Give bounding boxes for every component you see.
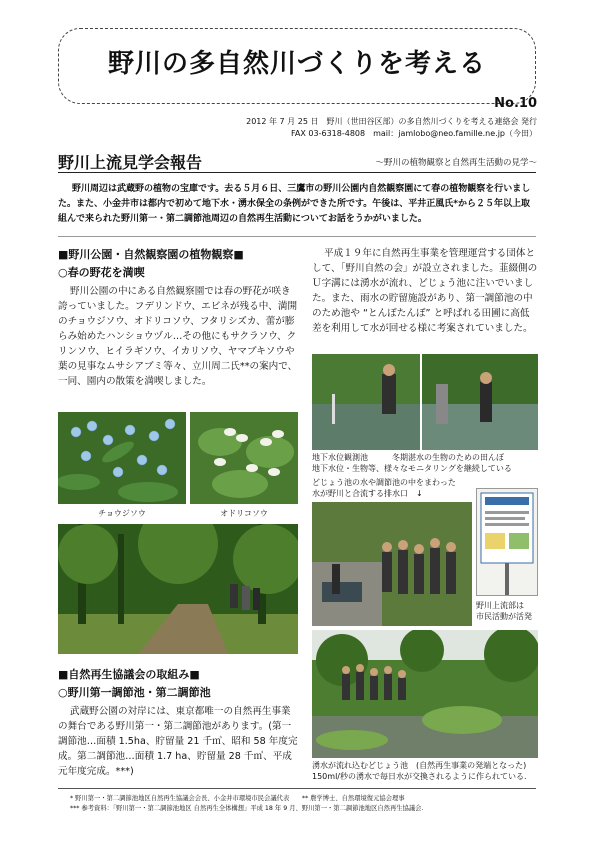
photo-groundwater-pond [312,354,420,450]
left-heading-2: ■自然再生協議会の取組み■ [58,668,200,681]
photo-chojisou [58,412,186,504]
caption-monitoring-2: 地下水位・生物等、様々なモニタリングを継続している [312,464,512,473]
photo-winter-paddy [422,354,538,450]
caption-chojisou: チョウジソウ [98,509,146,518]
caption-outlet-1: どじょう池の水や調節池の中をまわった [312,478,456,487]
publication-info [246,116,537,140]
section-divider [58,172,536,173]
caption-citizen-1: 野川上流部は [476,601,524,610]
caption-odorikosou: オドリコソウ [220,509,268,518]
caption-monitoring-1: 地下水位観測池 冬期湛水の生物のための田んぼ [312,453,504,462]
intro-paragraph: 野川周辺は武蔵野の植物の宝庫です。去る５月６日、三鷹市の野川公園内自然観察園にて春の植物観察を行いました。また、小金井市は都内で初めて地下水・湧水保全の条例ができた所です。午後は、平井正風氏*から２５年以上取組んで来られた野川第一・第二調節池周辺の自然再生活動についてお話をうかがいました。 [58,184,531,224]
left-subheading-2: ○野川第一調節池・第二調節池 [58,686,211,699]
left-paragraph-1: 野川公園の中にある自然観察園では春の野花が咲き誇っていました。フデリンドウ、エビネが残る中、満開のチョウジソウ、オドリコソウ、フタリシズカ、蕾が膨らみ始めたハンショウヅル…その他にもサクラソウ、クリンソウ、ヒイラギソウ、イカリソウ、ヤマブキソウや葉の見事なムサシアブミ等々、立川周二氏**の案内で、一同、園内の散策を満喫しました。 [58,286,298,387]
photo-loach-pond [312,630,538,758]
caption-outlet-2: 水が野川と合流する排水口 ↓ [312,489,423,498]
left-paragraph-2: 武蔵野公園の対岸には、東京都唯一の自然再生事業の舞台である野川第一・第二調節池があります。(第一調節池…面積 1.5ha、貯留量 21 千㎥、昭和 58 年度完成。第二調節池…面積 1.7 ha、貯留量 28 千㎥、平成元年度完成。***) [58,706,298,777]
footnote-divider [58,788,536,789]
newsletter-title: 野川の多自然川づくりを考える [107,49,486,79]
footnotes [70,794,423,814]
issue-number: No.10 [494,96,537,111]
caption-loach-1: 湧水が流れ込むどじょう池 (自然再生事業の発端となった) [312,761,527,770]
section-title: 野川上流見学会報告 [58,153,203,172]
photo-park-walk [58,524,298,654]
footnote-1: * 野川第一・第二調節池地区自然再生協議会会長、小金井市環境市民会議代表 ** 農学博士、自然環境復元協会理事 [70,795,405,802]
intro-divider [58,236,536,237]
left-heading-1: ■野川公園・自然観察園の植物観察■ [58,248,244,261]
pub-line-2: FAX 03-6318-4808 mail：jamlobo@neo.famille.ne.jp（今田） [291,129,537,138]
pub-line-1: 2012 年 7 月 25 日 野川（世田谷区部）の多自然川づくりを考える連絡会 発行 [246,117,537,126]
right-paragraph-1: 平成１９年に自然再生事業を管理運営する団体として、「野川自然の会」が設立されました。韮綴側のＵ字溝には湧水が流れ、どじょう池に注いでいました。また、雨水の貯留施設があり、第一調節池の中のため池や “とんぼたんぼ” と呼ばれる田圃に高低差を利用して水が回せる様に考案されていました。 [312,248,538,334]
section-subtitle: ～野川の植物観察と自然再生活動の見学～ [375,158,537,168]
caption-citizen-2: 市民活動が活発 [476,612,532,621]
photo-odorikosou [190,412,298,504]
photo-signboard [476,488,538,596]
caption-loach-2: 150ml/秒の湧水で毎日水が交換されるように作られている. [312,772,527,781]
left-subheading-1: ○春の野花を満喫 [58,266,145,279]
title-banner [58,28,536,104]
footnote-2: *** 参考資料：「野川第一・第二調節池地区 自然再生全体構想」平成 18 年 9 月、野川第一・第二調節池地区自然再生協議会. [70,805,424,812]
photo-drain-outlet-group [312,502,472,626]
